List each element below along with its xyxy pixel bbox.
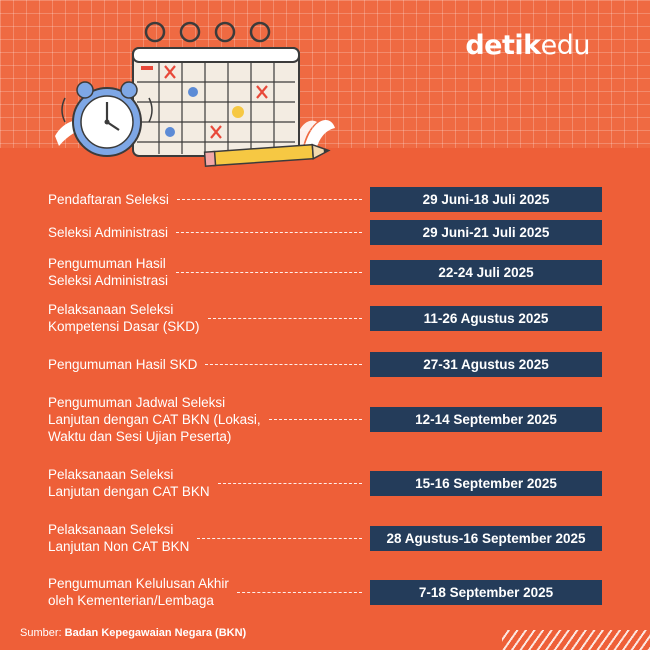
dashed-connector xyxy=(269,419,362,420)
schedule-date-badge: 22-24 Juli 2025 xyxy=(370,260,602,285)
schedule-stage-label: Seleksi Administrasi xyxy=(48,224,169,240)
decorative-hatch xyxy=(502,630,650,650)
schedule-stage-label: Pelaksanaan Seleksi Lanjutan Non CAT BKN xyxy=(48,522,190,554)
schedule-date-badge: 29 Juni-21 Juli 2025 xyxy=(370,220,602,245)
schedule-date-badge: 28 Agustus-16 September 2025 xyxy=(370,526,602,551)
dashed-connector xyxy=(176,232,362,233)
schedule-row xyxy=(48,394,602,445)
schedule-row xyxy=(48,466,602,500)
schedule-date-badge: 29 Juni-18 Juli 2025 xyxy=(370,187,602,212)
schedule-date-badge: 12-14 September 2025 xyxy=(370,407,602,432)
dashed-connector xyxy=(205,364,362,365)
source-name: Badan Kepegawaian Negara (BKN) xyxy=(64,627,247,639)
dashed-connector xyxy=(218,483,362,484)
detikedu-logo: detikedu xyxy=(465,30,590,61)
dashed-connector xyxy=(176,272,362,273)
calendar-clock-illustration xyxy=(45,18,345,168)
schedule-stage-label: Pelaksanaan Seleksi Lanjutan dengan CAT BKN xyxy=(48,467,210,499)
schedule-row xyxy=(48,220,602,245)
schedule-row xyxy=(48,521,602,555)
source-caption: Sumber: Badan Kepegawaian Negara (BKN) xyxy=(20,627,247,639)
schedule-stage-label: Pengumuman Hasil Seleksi Administrasi xyxy=(48,256,169,288)
dashed-connector xyxy=(237,592,362,593)
schedule-date-badge: 11-26 Agustus 2025 xyxy=(370,306,602,331)
dashed-connector xyxy=(177,199,362,200)
schedule-stage-label: Pelaksanaan Seleksi Kompetensi Dasar (SKD) xyxy=(48,302,200,334)
schedule-date-badge: 15-16 September 2025 xyxy=(370,471,602,496)
dashed-connector xyxy=(208,318,362,319)
schedule-date-badge: 7-18 September 2025 xyxy=(370,580,602,605)
schedule-date-badge: 27-31 Agustus 2025 xyxy=(370,352,602,377)
schedule-stage-label: Pendaftaran Seleksi xyxy=(48,191,169,207)
schedule-row xyxy=(48,352,602,377)
schedule-stage-label: Pengumuman Hasil SKD xyxy=(48,356,198,372)
schedule-row xyxy=(48,301,602,335)
dashed-connector xyxy=(197,538,362,539)
schedule-stage-label: Pengumuman Kelulusan Akhir oleh Kementerian/Lembaga xyxy=(48,576,229,608)
schedule-stage-label: Pengumuman Jadwal Seleksi Lanjutan dengan CAT BKN (Lokasi, Waktu dan Sesi Ujian Peserta) xyxy=(48,394,261,444)
schedule-row xyxy=(48,187,602,212)
schedule-row xyxy=(48,575,602,609)
schedule-row xyxy=(48,255,602,289)
